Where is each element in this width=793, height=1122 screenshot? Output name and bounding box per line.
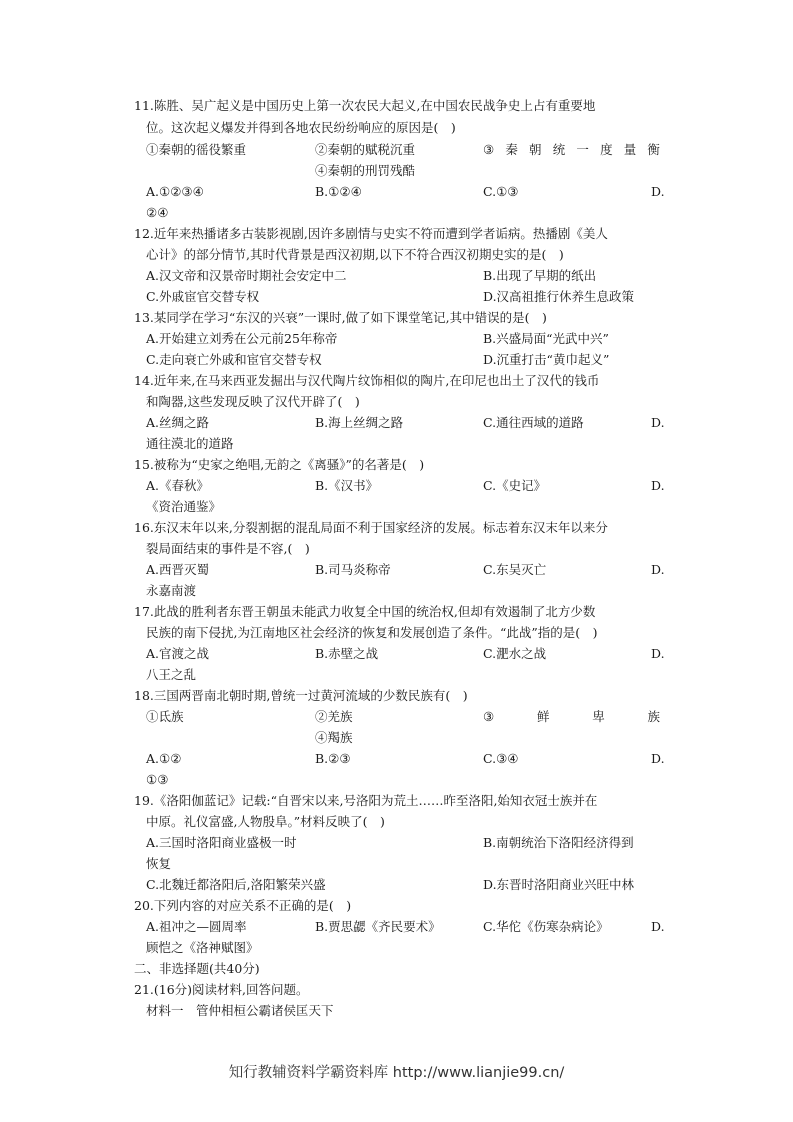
- q11-item-3-char: 度: [600, 142, 613, 157]
- q18-item-3-char: 卑: [592, 709, 605, 724]
- q14-option-d-text: 通往漠北的道路: [146, 436, 234, 451]
- q18-option-a: A.①②: [146, 751, 182, 766]
- q19-option-a: A.三国时洛阳商业盛极一时: [146, 835, 297, 850]
- section-2-title: 二、非选择题(共40分): [134, 961, 260, 976]
- q18-item-4: ④羯族: [315, 730, 353, 745]
- q12-option-a: A.汉文帝和汉景帝时期社会安定中二: [146, 268, 347, 283]
- q13-option-c: C.走向衰亡外戚和宦官交替专权: [146, 352, 322, 367]
- q21-stem: 21.(16分)阅读材料,回答问题。: [134, 982, 309, 997]
- q18-item-1: ①氐族: [146, 709, 184, 724]
- q12-option-c: C.外戚宦官交替专权: [146, 289, 260, 304]
- q11-item-3-char: 秦: [505, 142, 518, 157]
- q18-option-d: D.: [651, 751, 665, 766]
- q18-item-3-char: 族: [647, 709, 660, 724]
- q16-option-b: B.司马炎称帝: [315, 562, 391, 577]
- q16-option-c: C.东吴灭亡: [483, 562, 547, 577]
- q20-option-b: B.贾思勰《齐民要术》: [315, 919, 441, 934]
- q20-stem-line1: 20.下列内容的对应关系不正确的是( ): [134, 898, 352, 913]
- q18-item-3: [483, 707, 660, 727]
- q13-option-a: A.开始建立刘秀在公元前25年称帝: [146, 331, 338, 346]
- q15-option-d-text: 《资治通鉴》: [146, 499, 222, 514]
- q12-option-b: B.出现了早期的纸出: [483, 268, 597, 283]
- q11-option-c: C.①③: [483, 184, 519, 199]
- q19-option-d: D.东晋时洛阳商业兴旺中林: [483, 877, 635, 892]
- q20-option-a: A.祖冲之—圆周率: [146, 919, 247, 934]
- q21-material-1: 材料一 管仲相桓公霸诸侯匡天下: [146, 1003, 334, 1018]
- q11-stem-line2: 位。这次起义爆发并得到各地农民纷纷响应的原因是( ): [146, 120, 456, 135]
- q17-option-d-text: 八王之乱: [146, 667, 197, 682]
- q17-option-c: C.淝水之战: [483, 646, 547, 661]
- q18-option-d-text: ①③: [146, 772, 169, 787]
- q11-item-2: ②秦朝的赋税沉重: [315, 142, 416, 157]
- q12-option-d: D.汉高祖推行休养生息政策: [483, 289, 635, 304]
- q11-item-3-char: 朝: [529, 142, 542, 157]
- q20-option-d: D.: [651, 919, 665, 934]
- q17-option-b: B.赤壁之战: [315, 646, 379, 661]
- q18-item-2: ②羌族: [315, 709, 353, 724]
- q18-option-c: C.③④: [483, 751, 519, 766]
- q11-item-3-char: 衡: [647, 142, 660, 157]
- q11-option-d: D.: [651, 184, 665, 199]
- q14-stem-line2: 和陶器,这些发现反映了汉代开辟了( ): [146, 394, 360, 409]
- q14-option-a: A.丝绸之路: [146, 415, 210, 430]
- q18-item-3-char: ③: [483, 709, 495, 724]
- q19-stem-line2: 中原。礼仪富盛,人物殷阜。”材料反映了( ): [146, 814, 385, 829]
- q11-stem-line1: 11.陈胜、吴广起义是中国历史上第一次农民大起义,在中国农民战争史上占有重要地: [134, 98, 596, 113]
- q17-stem-line2: 民族的南下侵扰,为江南地区社会经济的恢复和发展创造了条件。“此战”指的是( ): [146, 625, 598, 640]
- q19-option-b-text: 恢复: [146, 856, 172, 871]
- q14-option-d: D.: [651, 415, 665, 430]
- q20-option-c: C.华佗《伤寒杂病论》: [483, 919, 609, 934]
- q11-item-3-char: 统: [552, 142, 566, 157]
- q15-option-b: B.《汉书》: [315, 478, 379, 493]
- q18-option-b: B.②③: [315, 751, 351, 766]
- q16-stem-line2: 裂局面结束的事件是不容,( ): [146, 541, 310, 556]
- q11-option-b: B.①②④: [315, 184, 362, 199]
- page-footer-watermark: 知行教辅资料学霸资料库 http://www.lianjie99.cn/: [228, 1065, 565, 1081]
- q14-option-b: B.海上丝绸之路: [315, 415, 404, 430]
- q15-stem-line1: 15.被称为“史家之绝唱,无韵之《离骚》”的名著是( ): [134, 457, 425, 472]
- q17-option-a: A.官渡之战: [146, 646, 210, 661]
- q18-item-3-char: 鲜: [536, 709, 550, 724]
- q19-option-c: C.北魏迁都洛阳后,洛阳繁荣兴盛: [146, 877, 326, 892]
- q20-option-d-text: 顾恺之《洛神赋图》: [146, 940, 259, 955]
- q13-option-b: B.兴盛局面“光武中兴”: [483, 331, 609, 346]
- q16-option-d-text: 永嘉南渡: [146, 583, 197, 598]
- q13-option-d: D.沉重打击“黄巾起义”: [483, 352, 610, 367]
- q11-item-4: ④秦朝的刑罚残酷: [315, 163, 416, 178]
- q17-option-d: D.: [651, 646, 665, 661]
- q15-option-a: A.《春秋》: [146, 478, 210, 493]
- q17-stem-line1: 17.此战的胜利者东晋王朝虽未能武力收复全中国的统治权,但却有效遏制了北方少数: [134, 604, 596, 619]
- q19-stem-line1: 19.《洛阳伽蓝记》记载:“自晋宋以来,号洛阳为荒土……昨至洛阳,始知衣冠士族并在: [134, 793, 598, 808]
- q11-item-3-char: 一: [576, 142, 589, 157]
- q14-option-c: C.通往西域的道路: [483, 415, 584, 430]
- q11-option-a: A.①②③④: [146, 184, 204, 199]
- q16-stem-line1: 16.东汉末年以来,分裂割据的混乱局面不利于国家经济的发展。标志着东汉末年以来分: [134, 520, 608, 535]
- q16-option-d: D.: [651, 562, 665, 577]
- q13-stem-line1: 13.某同学在学习“东汉的兴衰”一课时,做了如下课堂笔记,其中错误的是( ): [134, 310, 547, 325]
- q11-item-3: [483, 140, 660, 160]
- q11-item-3-char: 量: [623, 142, 637, 157]
- q12-stem-line1: 12.近年来热播诸多古装影视剧,因许多剧情与史实不符而遭到学者诟病。热播剧《美人: [134, 226, 608, 241]
- q15-option-d: D.: [651, 478, 665, 493]
- q12-stem-line2: 心计》的部分情节,其时代背景是西汉初期,以下不符合西汉初期史实的是( ): [146, 247, 564, 262]
- q19-option-b: B.南朝统治下洛阳经济得到: [483, 835, 634, 850]
- q16-option-a: A.西晋灭蜀: [146, 562, 210, 577]
- q11-item-1: ①秦朝的徭役繁重: [146, 142, 247, 157]
- q11-item-3-char: ③: [483, 142, 495, 157]
- q18-stem-line1: 18.三国两晋南北朝时期,曾统一过黄河流域的少数民族有( ): [134, 688, 468, 703]
- q11-option-d-text: ②④: [146, 205, 169, 220]
- q14-stem-line1: 14.近年来,在马来西亚发掘出与汉代陶片纹饰相似的陶片,在印尼也出土了汉代的钱币: [134, 373, 600, 388]
- q15-option-c: C.《史记》: [483, 478, 547, 493]
